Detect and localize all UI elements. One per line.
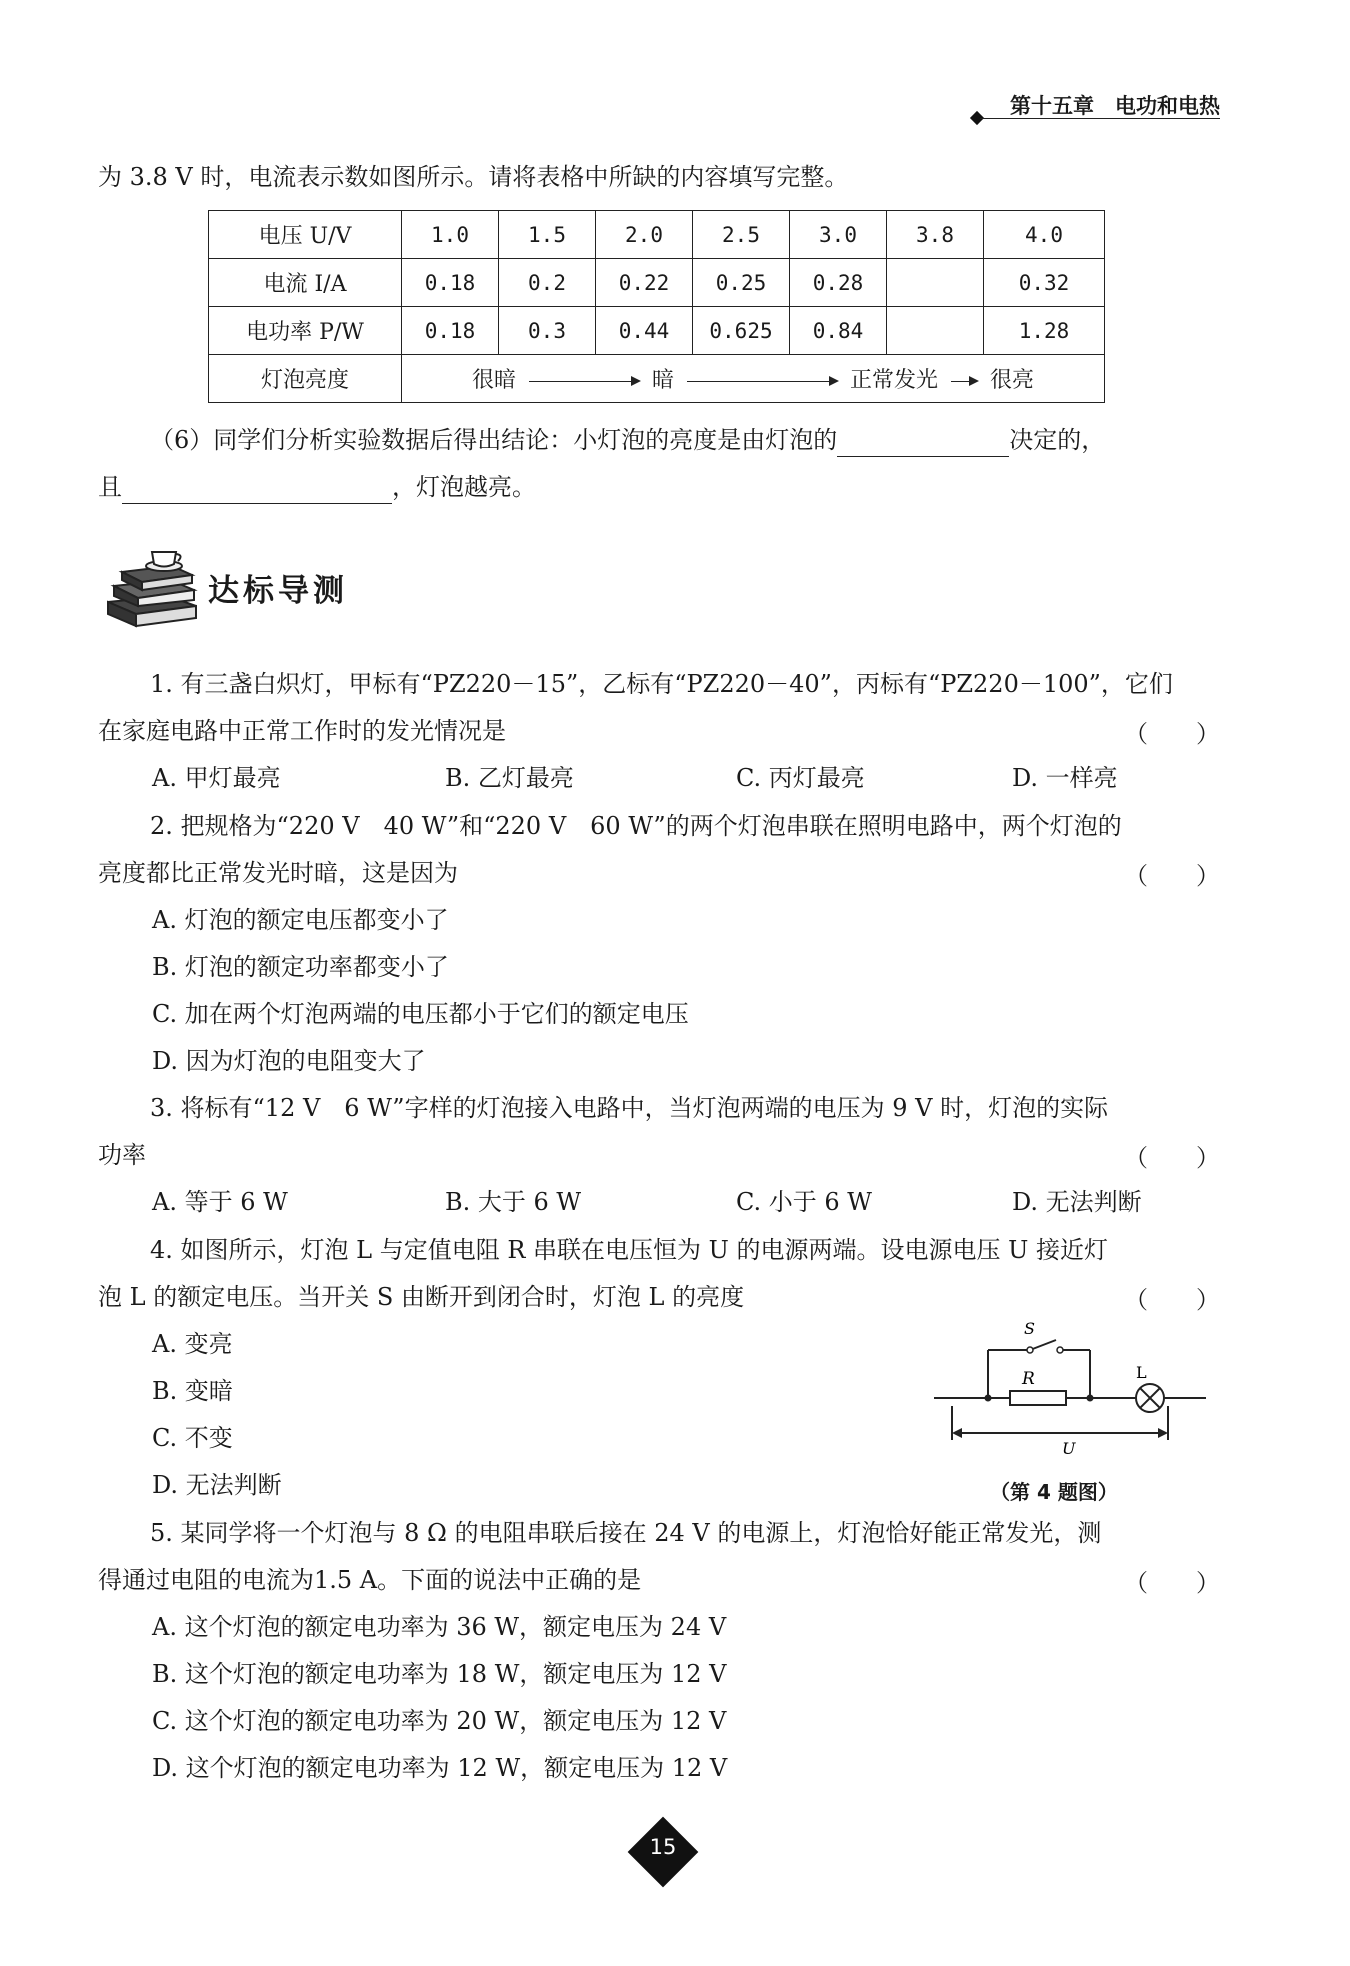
q4-option-a[interactable]: A. 变亮 (152, 1330, 233, 1358)
q6-text: ，灯泡越亮。 (392, 473, 536, 501)
table-cell: 0.625 (693, 307, 790, 355)
q6-line2 (98, 470, 1220, 504)
brightness-very-bright: 很亮 (990, 368, 1035, 393)
arrow-icon (529, 381, 639, 382)
row-label: 电功率 P/W (209, 307, 402, 355)
chapter-header: 第十五章 电功和电热 (1010, 94, 1220, 118)
q5-option-c[interactable]: C. 这个灯泡的额定电功率为 20 W，额定电压为 12 V (152, 1707, 727, 1735)
table-cell: 0.28 (790, 259, 887, 307)
q5-line1: 5. 某同学将一个灯泡与 8 Ω 的电阻串联后接在 24 V 的电源上，灯泡恰好能正常发光，测 (150, 1519, 1102, 1547)
table-cell: 0.22 (596, 259, 693, 307)
table-cell: 0.2 (499, 259, 596, 307)
figure-caption: （第 4 题图） (990, 1480, 1118, 1504)
answer-paren[interactable]: （ ） (1124, 1286, 1220, 1314)
q6-line1 (150, 423, 1220, 457)
fill-blank[interactable] (122, 477, 392, 504)
q3-option-b[interactable]: B. 大于 6 W (445, 1188, 582, 1216)
q1-line2: 在家庭电路中正常工作时的发光情况是 (98, 717, 506, 745)
answer-paren[interactable]: （ ） (1124, 720, 1220, 748)
table-row (209, 211, 1105, 259)
q2-option-c[interactable]: C. 加在两个灯泡两端的电压都小于它们的额定电压 (152, 1000, 689, 1028)
arrow-icon (687, 381, 837, 382)
brightness-very-dim: 很暗 (471, 368, 516, 393)
q3-line2: 功率 (98, 1141, 146, 1169)
q4-option-c[interactable]: C. 不变 (152, 1424, 233, 1452)
q4-line2: 泡 L 的额定电压。当开关 S 由断开到闭合时，灯泡 L 的亮度 (98, 1283, 745, 1311)
data-table (208, 210, 1105, 403)
intro-line: 为 3.8 V 时，电流表示数如图所示。请将表格中所缺的内容填写完整。 (98, 163, 849, 191)
switch-label: S (1024, 1319, 1035, 1338)
q5-line2: 得通过电阻的电流为1.5 A。下面的说法中正确的是 (98, 1566, 642, 1594)
answer-paren[interactable]: （ ） (1124, 862, 1220, 890)
brightness-normal: 正常发光 (850, 368, 939, 393)
q3-option-d[interactable]: D. 无法判断 (1012, 1188, 1142, 1216)
q6-text: （6）同学们分析实验数据后得出结论：小灯泡的亮度是由灯泡的 (150, 426, 838, 454)
q6-text: 决定的， (1009, 426, 1106, 454)
q1-option-c[interactable]: C. 丙灯最亮 (736, 764, 865, 792)
brightness-dim: 暗 (651, 368, 674, 393)
q3-line1: 3. 将标有“12 V 6 W”字样的灯泡接入电路中，当灯泡两端的电压为 9 V 时，灯泡的实际 (150, 1094, 1109, 1122)
q3-option-a[interactable]: A. 等于 6 W (152, 1188, 288, 1216)
books-icon (98, 540, 208, 630)
table-cell: 0.18 (402, 307, 499, 355)
table-cell: 0.18 (402, 259, 499, 307)
row-label: 灯泡亮度 (209, 355, 402, 403)
table-cell: 0.25 (693, 259, 790, 307)
arrow-icon (951, 381, 977, 382)
table-cell: 2.0 (596, 211, 693, 259)
table-cell: 1.28 (984, 307, 1105, 355)
table-cell: 2.5 (693, 211, 790, 259)
table-cell: 1.5 (499, 211, 596, 259)
header-rule (980, 118, 1220, 119)
q4-line1: 4. 如图所示，灯泡 L 与定值电阻 R 串联在电压恒为 U 的电源两端。设电源电压 U 接近灯 (150, 1236, 1109, 1264)
table-cell: 0.3 (499, 307, 596, 355)
table-cell: 3.0 (790, 211, 887, 259)
q2-option-d[interactable]: D. 因为灯泡的电阻变大了 (152, 1047, 426, 1075)
table-cell: 0.44 (596, 307, 693, 355)
blank-cell[interactable] (887, 307, 984, 355)
table-cell: 4.0 (984, 211, 1105, 259)
q1-option-b[interactable]: B. 乙灯最亮 (445, 764, 574, 792)
answer-paren[interactable]: （ ） (1124, 1569, 1220, 1597)
table-row (209, 307, 1105, 355)
q4-option-b[interactable]: B. 变暗 (152, 1377, 233, 1405)
row-label: 电压 U/V (209, 211, 402, 259)
q5-option-b[interactable]: B. 这个灯泡的额定电功率为 18 W，额定电压为 12 V (152, 1660, 727, 1688)
lamp-label: L (1136, 1363, 1147, 1382)
q1-option-d[interactable]: D. 一样亮 (1012, 764, 1118, 792)
section-title: 达标导测 (208, 573, 348, 609)
circuit-diagram (930, 1318, 1210, 1458)
table-cell: 3.8 (887, 211, 984, 259)
brightness-scale (402, 355, 1105, 403)
blank-cell[interactable] (887, 259, 984, 307)
q2-option-a[interactable]: A. 灯泡的额定电压都变小了 (152, 906, 449, 934)
fill-blank[interactable] (837, 430, 1009, 457)
q2-line2: 亮度都比正常发光时暗，这是因为 (98, 859, 458, 887)
q5-option-a[interactable]: A. 这个灯泡的额定电功率为 36 W，额定电压为 24 V (152, 1613, 727, 1641)
q2-line1: 2. 把规格为“220 V 40 W”和“220 V 60 W”的两个灯泡串联在照明电路中，两个灯泡的 (150, 812, 1122, 840)
q1-line1: 1. 有三盏白炽灯，甲标有“PZ220－15”，乙标有“PZ220－40”，丙标有“PZ220－100”，它们 (150, 670, 1173, 698)
answer-paren[interactable]: （ ） (1124, 1144, 1220, 1172)
q4-option-d[interactable]: D. 无法判断 (152, 1471, 282, 1499)
voltage-label: U (1062, 1439, 1076, 1458)
q2-option-b[interactable]: B. 灯泡的额定功率都变小了 (152, 953, 449, 981)
q3-option-c[interactable]: C. 小于 6 W (736, 1188, 872, 1216)
q1-option-a[interactable]: A. 甲灯最亮 (152, 764, 281, 792)
table-cell: 0.32 (984, 259, 1105, 307)
resistor-label: R (1022, 1369, 1035, 1389)
row-label: 电流 I/A (209, 259, 402, 307)
page-number: 15 (649, 1835, 677, 1859)
table-row (209, 259, 1105, 307)
q6-text: 且 (98, 473, 122, 501)
q5-option-d[interactable]: D. 这个灯泡的额定电功率为 12 W，额定电压为 12 V (152, 1754, 728, 1782)
table-cell: 0.84 (790, 307, 887, 355)
table-row-brightness (209, 355, 1105, 403)
table-cell: 1.0 (402, 211, 499, 259)
